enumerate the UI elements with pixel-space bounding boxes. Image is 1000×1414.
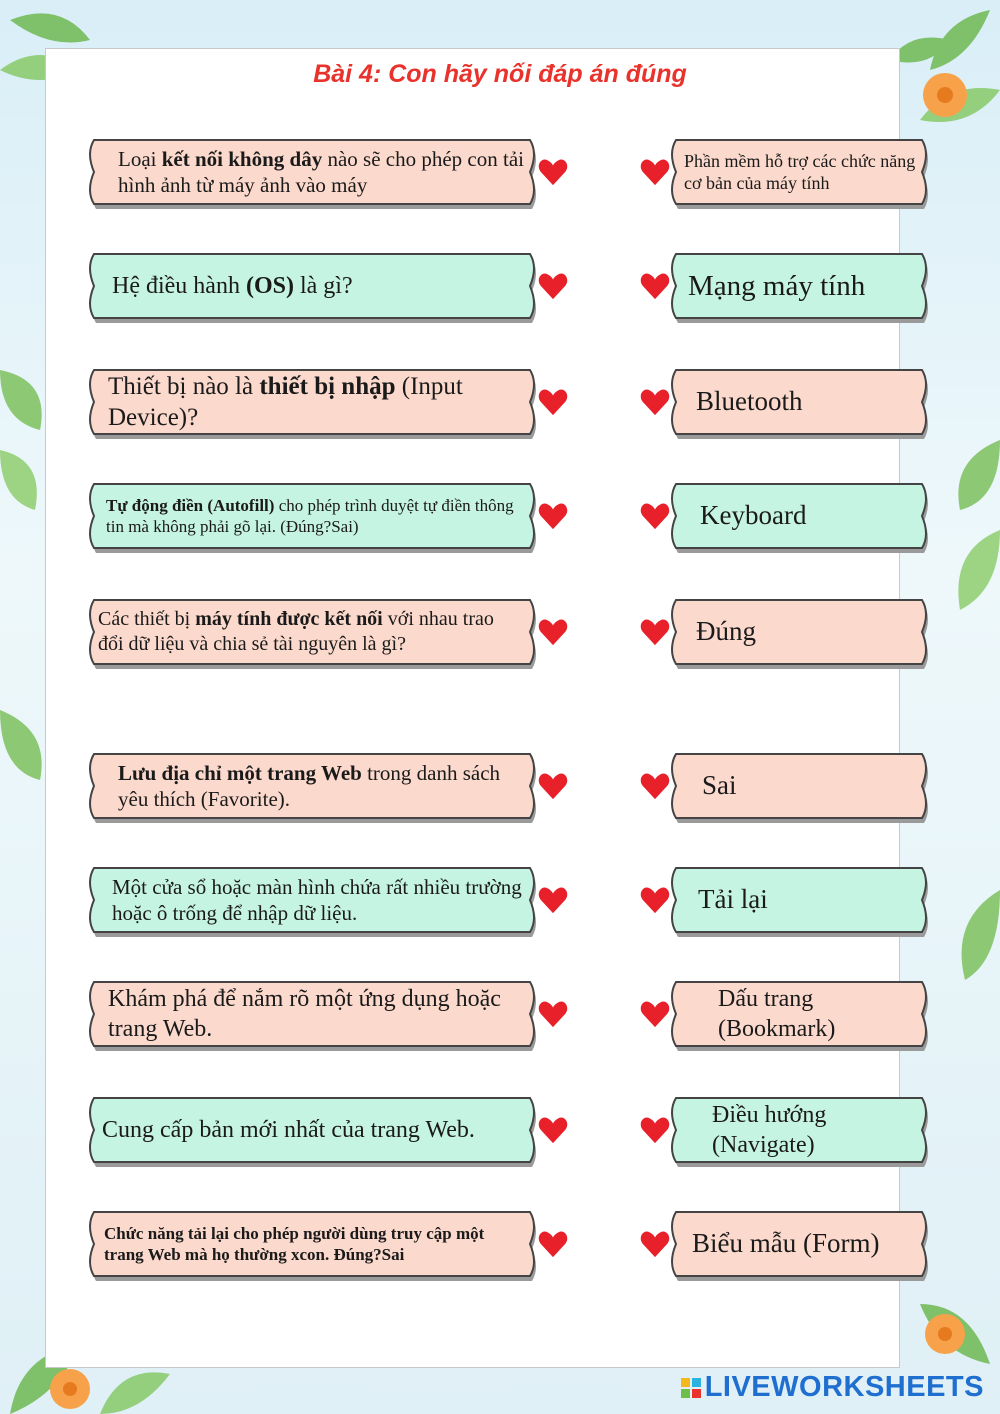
right-card-text: Điều hướng (Navigate) <box>712 1102 827 1158</box>
text-run: Thiết bị nào là <box>108 372 260 400</box>
text-run: Cung cấp bản mới nhất của trang Web. <box>102 1117 475 1143</box>
left-connector-heart-icon[interactable] <box>538 1000 568 1028</box>
text-run: Hệ điều hành <box>112 273 246 299</box>
right-card-text: Sai <box>702 770 737 801</box>
left-card-text <box>88 1206 538 1282</box>
text-run: Một cửa sổ hoặc màn hình chứa rất nhiều trường hoặc ô trống để nhập dữ liệu. <box>112 874 522 925</box>
left-card-text <box>88 248 538 324</box>
right-card-text: Mạng máy tính <box>688 269 866 302</box>
left-card-3[interactable] <box>88 364 538 440</box>
text-run: Loại <box>118 146 162 171</box>
liveworksheets-logo <box>681 1371 984 1404</box>
logo-mark-icon <box>681 1378 701 1398</box>
right-card-6[interactable] <box>670 748 930 824</box>
left-connector-heart-icon[interactable] <box>538 158 568 186</box>
left-card-1[interactable] <box>88 134 538 210</box>
right-card-text: Tải lại <box>698 884 768 915</box>
left-card-text <box>88 134 538 210</box>
right-card-text: Dấu trang (Bookmark) <box>718 986 836 1042</box>
left-card-text <box>88 478 538 554</box>
right-card-text: Bluetooth <box>696 386 803 417</box>
logo-text: LIVEWORKSHEETS <box>704 1371 984 1403</box>
right-connector-heart-icon[interactable] <box>640 886 670 914</box>
right-card-7[interactable] <box>670 862 930 938</box>
left-connector-heart-icon[interactable] <box>538 772 568 800</box>
text-run: Các thiết bị <box>98 608 196 630</box>
text-run: cho phép trình duyệt tự điền thông tin mà không phải gõ lại. (Đúng?Sai) <box>106 495 514 536</box>
right-connector-heart-icon[interactable] <box>640 158 670 186</box>
right-card-3[interactable] <box>670 364 930 440</box>
left-card-10[interactable] <box>88 1206 538 1282</box>
text-run: Chức năng tải lại cho phép người dùng truy cập một trang Web mà họ thường xcon. Đúng?Sai <box>104 1223 485 1264</box>
text-run: là gì? <box>293 273 353 299</box>
right-card-4[interactable] <box>670 478 930 554</box>
right-connector-heart-icon[interactable] <box>640 272 670 300</box>
right-card-text: Đúng <box>696 616 756 647</box>
right-card-2[interactable] <box>670 248 930 324</box>
right-connector-heart-icon[interactable] <box>640 772 670 800</box>
left-connector-heart-icon[interactable] <box>538 502 568 530</box>
left-card-2[interactable] <box>88 248 538 324</box>
left-connector-heart-icon[interactable] <box>538 272 568 300</box>
right-connector-heart-icon[interactable] <box>640 618 670 646</box>
left-card-6[interactable] <box>88 748 538 824</box>
left-card-5[interactable] <box>88 594 538 670</box>
right-card-8[interactable] <box>670 976 930 1052</box>
left-card-text <box>88 1092 538 1168</box>
right-card-text: Keyboard <box>700 500 807 531</box>
left-card-7[interactable] <box>88 862 538 938</box>
left-card-8[interactable] <box>88 976 538 1052</box>
left-card-text <box>88 748 538 824</box>
text-run: (Input Device)? <box>108 372 463 431</box>
left-connector-heart-icon[interactable] <box>538 1230 568 1258</box>
left-card-9[interactable] <box>88 1092 538 1168</box>
right-connector-heart-icon[interactable] <box>640 1230 670 1258</box>
right-card-text: Phần mềm hỗ trợ các chức năng cơ bản của máy tính <box>684 150 916 193</box>
text-run: kết nối không dây <box>161 146 323 171</box>
right-card-9[interactable] <box>670 1092 930 1168</box>
page-title: Bài 4: Con hãy nối đáp án đúng <box>313 60 687 88</box>
left-card-4[interactable] <box>88 478 538 554</box>
right-connector-heart-icon[interactable] <box>640 1000 670 1028</box>
left-connector-heart-icon[interactable] <box>538 618 568 646</box>
right-card-10[interactable] <box>670 1206 930 1282</box>
left-card-text <box>88 976 538 1052</box>
right-card-text: Biểu mẫu (Form) <box>692 1228 880 1259</box>
right-card-1[interactable] <box>670 134 930 210</box>
text-run: (OS) <box>245 273 294 299</box>
text-run: với nhau trao đổi dữ liệu và chia sẻ tài nguyên là gì? <box>98 608 494 655</box>
leaf-decoration-right-lower <box>940 880 1000 1030</box>
left-connector-heart-icon[interactable] <box>538 388 568 416</box>
worksheet-paper <box>45 48 900 1368</box>
text-run: Tự động điền (Autofill) <box>106 495 275 515</box>
text-run: thiết bị nhập <box>259 372 396 400</box>
right-card-5[interactable] <box>670 594 930 670</box>
left-connector-heart-icon[interactable] <box>538 886 568 914</box>
text-run: Lưu địa chỉ một trang Web <box>118 760 362 785</box>
leaf-decoration-right-middle <box>940 430 1000 620</box>
text-run: trong danh sách yêu thích (Favorite). <box>118 760 501 811</box>
text-run: nào sẽ cho phép con tải hình ảnh từ máy ảnh vào máy <box>118 146 524 197</box>
left-card-text <box>88 594 538 670</box>
text-run: Khám phá để nắm rõ một ứng dụng hoặc trang Web. <box>108 986 501 1042</box>
right-connector-heart-icon[interactable] <box>640 388 670 416</box>
text-run: máy tính được kết nối <box>195 608 383 630</box>
right-connector-heart-icon[interactable] <box>640 502 670 530</box>
right-connector-heart-icon[interactable] <box>640 1116 670 1144</box>
left-connector-heart-icon[interactable] <box>538 1116 568 1144</box>
left-card-text <box>88 364 538 440</box>
left-card-text <box>88 862 538 938</box>
